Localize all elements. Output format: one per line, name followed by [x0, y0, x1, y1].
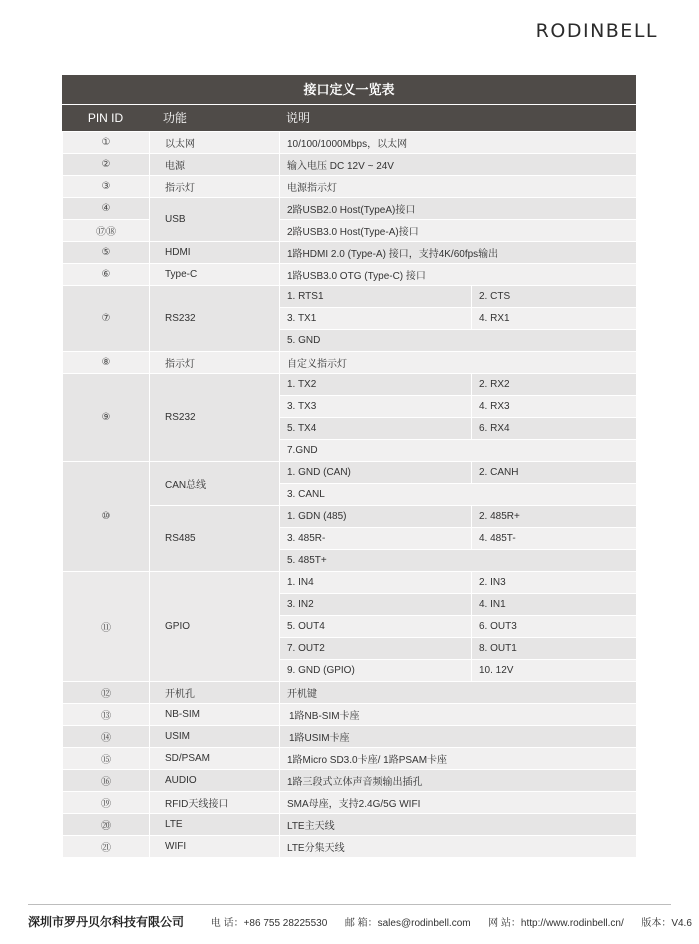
footer-phone: 电 话：+86 755 28225530	[210, 918, 328, 929]
table-row	[63, 726, 637, 748]
pin-id: ⑦	[63, 286, 150, 352]
function-cell: SD/PSAM	[150, 748, 280, 770]
pin-id: ⑨	[63, 374, 150, 462]
footer-version: 版本：V4.6	[641, 918, 692, 929]
description-cell: LTE分集天线	[280, 836, 637, 858]
description-cell: 10/100/1000Mbps，以太网	[280, 132, 637, 154]
table-row	[63, 264, 637, 286]
signal-cell: 4. 485T-	[472, 528, 637, 550]
table-row	[63, 198, 637, 220]
description-cell: 1路三段式立体声音频输出插孔	[280, 770, 637, 792]
signal-cell: 2. CANH	[472, 462, 637, 484]
description-cell: 电源指示灯	[280, 176, 637, 198]
table-row	[63, 352, 637, 374]
signal-cell: 2. IN3	[472, 572, 637, 594]
function-cell: AUDIO	[150, 770, 280, 792]
signal-cell: 2. CTS	[472, 286, 637, 308]
signal-cell: 9. GND (GPIO)	[280, 660, 472, 682]
signal-cell: 3. IN2	[280, 594, 472, 616]
table-title: 接口定义一览表	[62, 75, 636, 104]
table-row	[63, 506, 637, 528]
function-cell: RFID天线接口	[150, 792, 280, 814]
function-cell: 指示灯	[150, 352, 280, 374]
signal-cell: 6. OUT3	[472, 616, 637, 638]
pin-id: ⑤	[63, 242, 150, 264]
pin-id: ⑰⑱	[63, 220, 150, 242]
pin-id: ①	[63, 132, 150, 154]
signal-cell: 1. IN4	[280, 572, 472, 594]
signal-cell: 2. RX2	[472, 374, 637, 396]
pin-id: ⑫	[63, 682, 150, 704]
table-row	[63, 462, 637, 484]
signal-cell: 4. RX1	[472, 308, 637, 330]
table-header	[62, 104, 636, 131]
description-cell: 1路USIM卡座	[280, 726, 637, 748]
signal-cell: 7.GND	[280, 440, 637, 462]
pin-id: ⑯	[63, 770, 150, 792]
footer-email[interactable]: 邮 箱：sales@rodinbell.com	[344, 918, 471, 929]
signal-cell: 5. TX4	[280, 418, 472, 440]
description-cell: 1路Micro SD3.0卡座/ 1路PSAM卡座	[280, 748, 637, 770]
function-cell: NB-SIM	[150, 704, 280, 726]
description-cell: SMA母座，支持2.4G/5G WIFI	[280, 792, 637, 814]
signal-cell: 6. RX4	[472, 418, 637, 440]
table-row	[63, 836, 637, 858]
table-row	[63, 792, 637, 814]
signal-cell: 1. GDN (485)	[280, 506, 472, 528]
header-function: 功能	[163, 111, 188, 125]
signal-cell: 1. RTS1	[280, 286, 472, 308]
function-cell: 开机孔	[150, 682, 280, 704]
table-row	[63, 154, 637, 176]
signal-cell: 1. TX2	[280, 374, 472, 396]
table-row	[63, 132, 637, 154]
table-row	[63, 286, 637, 308]
description-cell: 1路NB-SIM卡座	[280, 704, 637, 726]
table-row	[63, 220, 637, 242]
pin-id: ⑳	[63, 814, 150, 836]
table-row	[63, 176, 637, 198]
description-cell: 1路HDMI 2.0 (Type-A) 接口，支持4K/60fps输出	[280, 242, 637, 264]
function-cell: 以太网	[150, 132, 280, 154]
description-cell: 输入电压 DC 12V ~ 24V	[280, 154, 637, 176]
description-cell: 自定义指示灯	[280, 352, 637, 374]
function-cell: USB	[150, 198, 280, 242]
footer-website[interactable]: 网 站：http://www.rodinbell.cn/	[488, 918, 624, 929]
signal-cell: 7. OUT2	[280, 638, 472, 660]
signal-cell: 4. IN1	[472, 594, 637, 616]
signal-cell: 3. TX1	[280, 308, 472, 330]
footer-divider	[28, 904, 671, 905]
signal-cell: 5. OUT4	[280, 616, 472, 638]
table-row	[63, 682, 637, 704]
pin-id: ⑧	[63, 352, 150, 374]
signal-cell: 5. GND	[280, 330, 637, 352]
function-cell: CAN总线	[150, 462, 280, 506]
description-cell: 2路USB3.0 Host(Type-A)接口	[280, 220, 637, 242]
signal-cell: 3. CANL	[280, 484, 637, 506]
pin-id: ④	[63, 198, 150, 220]
interface-table-sheet	[62, 75, 636, 858]
function-cell: GPIO	[150, 572, 280, 682]
function-cell: HDMI	[150, 242, 280, 264]
function-cell: 电源	[150, 154, 280, 176]
brand-logo: RODINBELL	[535, 20, 658, 42]
signal-cell: 8. OUT1	[472, 638, 637, 660]
function-cell: RS485	[150, 506, 280, 572]
description-cell: 1路USB3.0 OTG (Type-C) 接口	[280, 264, 637, 286]
pin-id: ②	[63, 154, 150, 176]
description-cell: 2路USB2.0 Host(TypeA)接口	[280, 198, 637, 220]
footer	[28, 913, 692, 930]
signal-cell: 4. RX3	[472, 396, 637, 418]
pin-id: ⑩	[63, 462, 150, 572]
table-row	[63, 374, 637, 396]
description-cell: 开机键	[280, 682, 637, 704]
company-name: 深圳市罗丹贝尔科技有限公司	[28, 915, 185, 929]
table-row	[63, 572, 637, 594]
function-cell: USIM	[150, 726, 280, 748]
function-cell: WIFI	[150, 836, 280, 858]
pin-id: ⑭	[63, 726, 150, 748]
pin-id: ③	[63, 176, 150, 198]
function-cell: Type-C	[150, 264, 280, 286]
function-cell: LTE	[150, 814, 280, 836]
table-row	[63, 814, 637, 836]
pin-id: ⑬	[63, 704, 150, 726]
interface-table	[62, 131, 637, 858]
signal-cell: 3. 485R-	[280, 528, 472, 550]
pin-id: ㉑	[63, 836, 150, 858]
signal-cell: 10. 12V	[472, 660, 637, 682]
pin-id: ⑮	[63, 748, 150, 770]
pin-id: ⑲	[63, 792, 150, 814]
signal-cell: 2. 485R+	[472, 506, 637, 528]
description-cell: LTE主天线	[280, 814, 637, 836]
table-row	[63, 748, 637, 770]
table-row	[63, 770, 637, 792]
signal-cell: 3. TX3	[280, 396, 472, 418]
pin-id: ⑪	[63, 572, 150, 682]
function-cell: 指示灯	[150, 176, 280, 198]
header-pin-id: PIN ID	[87, 111, 124, 125]
table-row	[63, 242, 637, 264]
header-description: 说明	[286, 111, 311, 125]
function-cell: RS232	[150, 286, 280, 352]
function-cell: RS232	[150, 374, 280, 462]
signal-cell: 1. GND (CAN)	[280, 462, 472, 484]
pin-id: ⑥	[63, 264, 150, 286]
signal-cell: 5. 485T+	[280, 550, 637, 572]
table-row	[63, 704, 637, 726]
